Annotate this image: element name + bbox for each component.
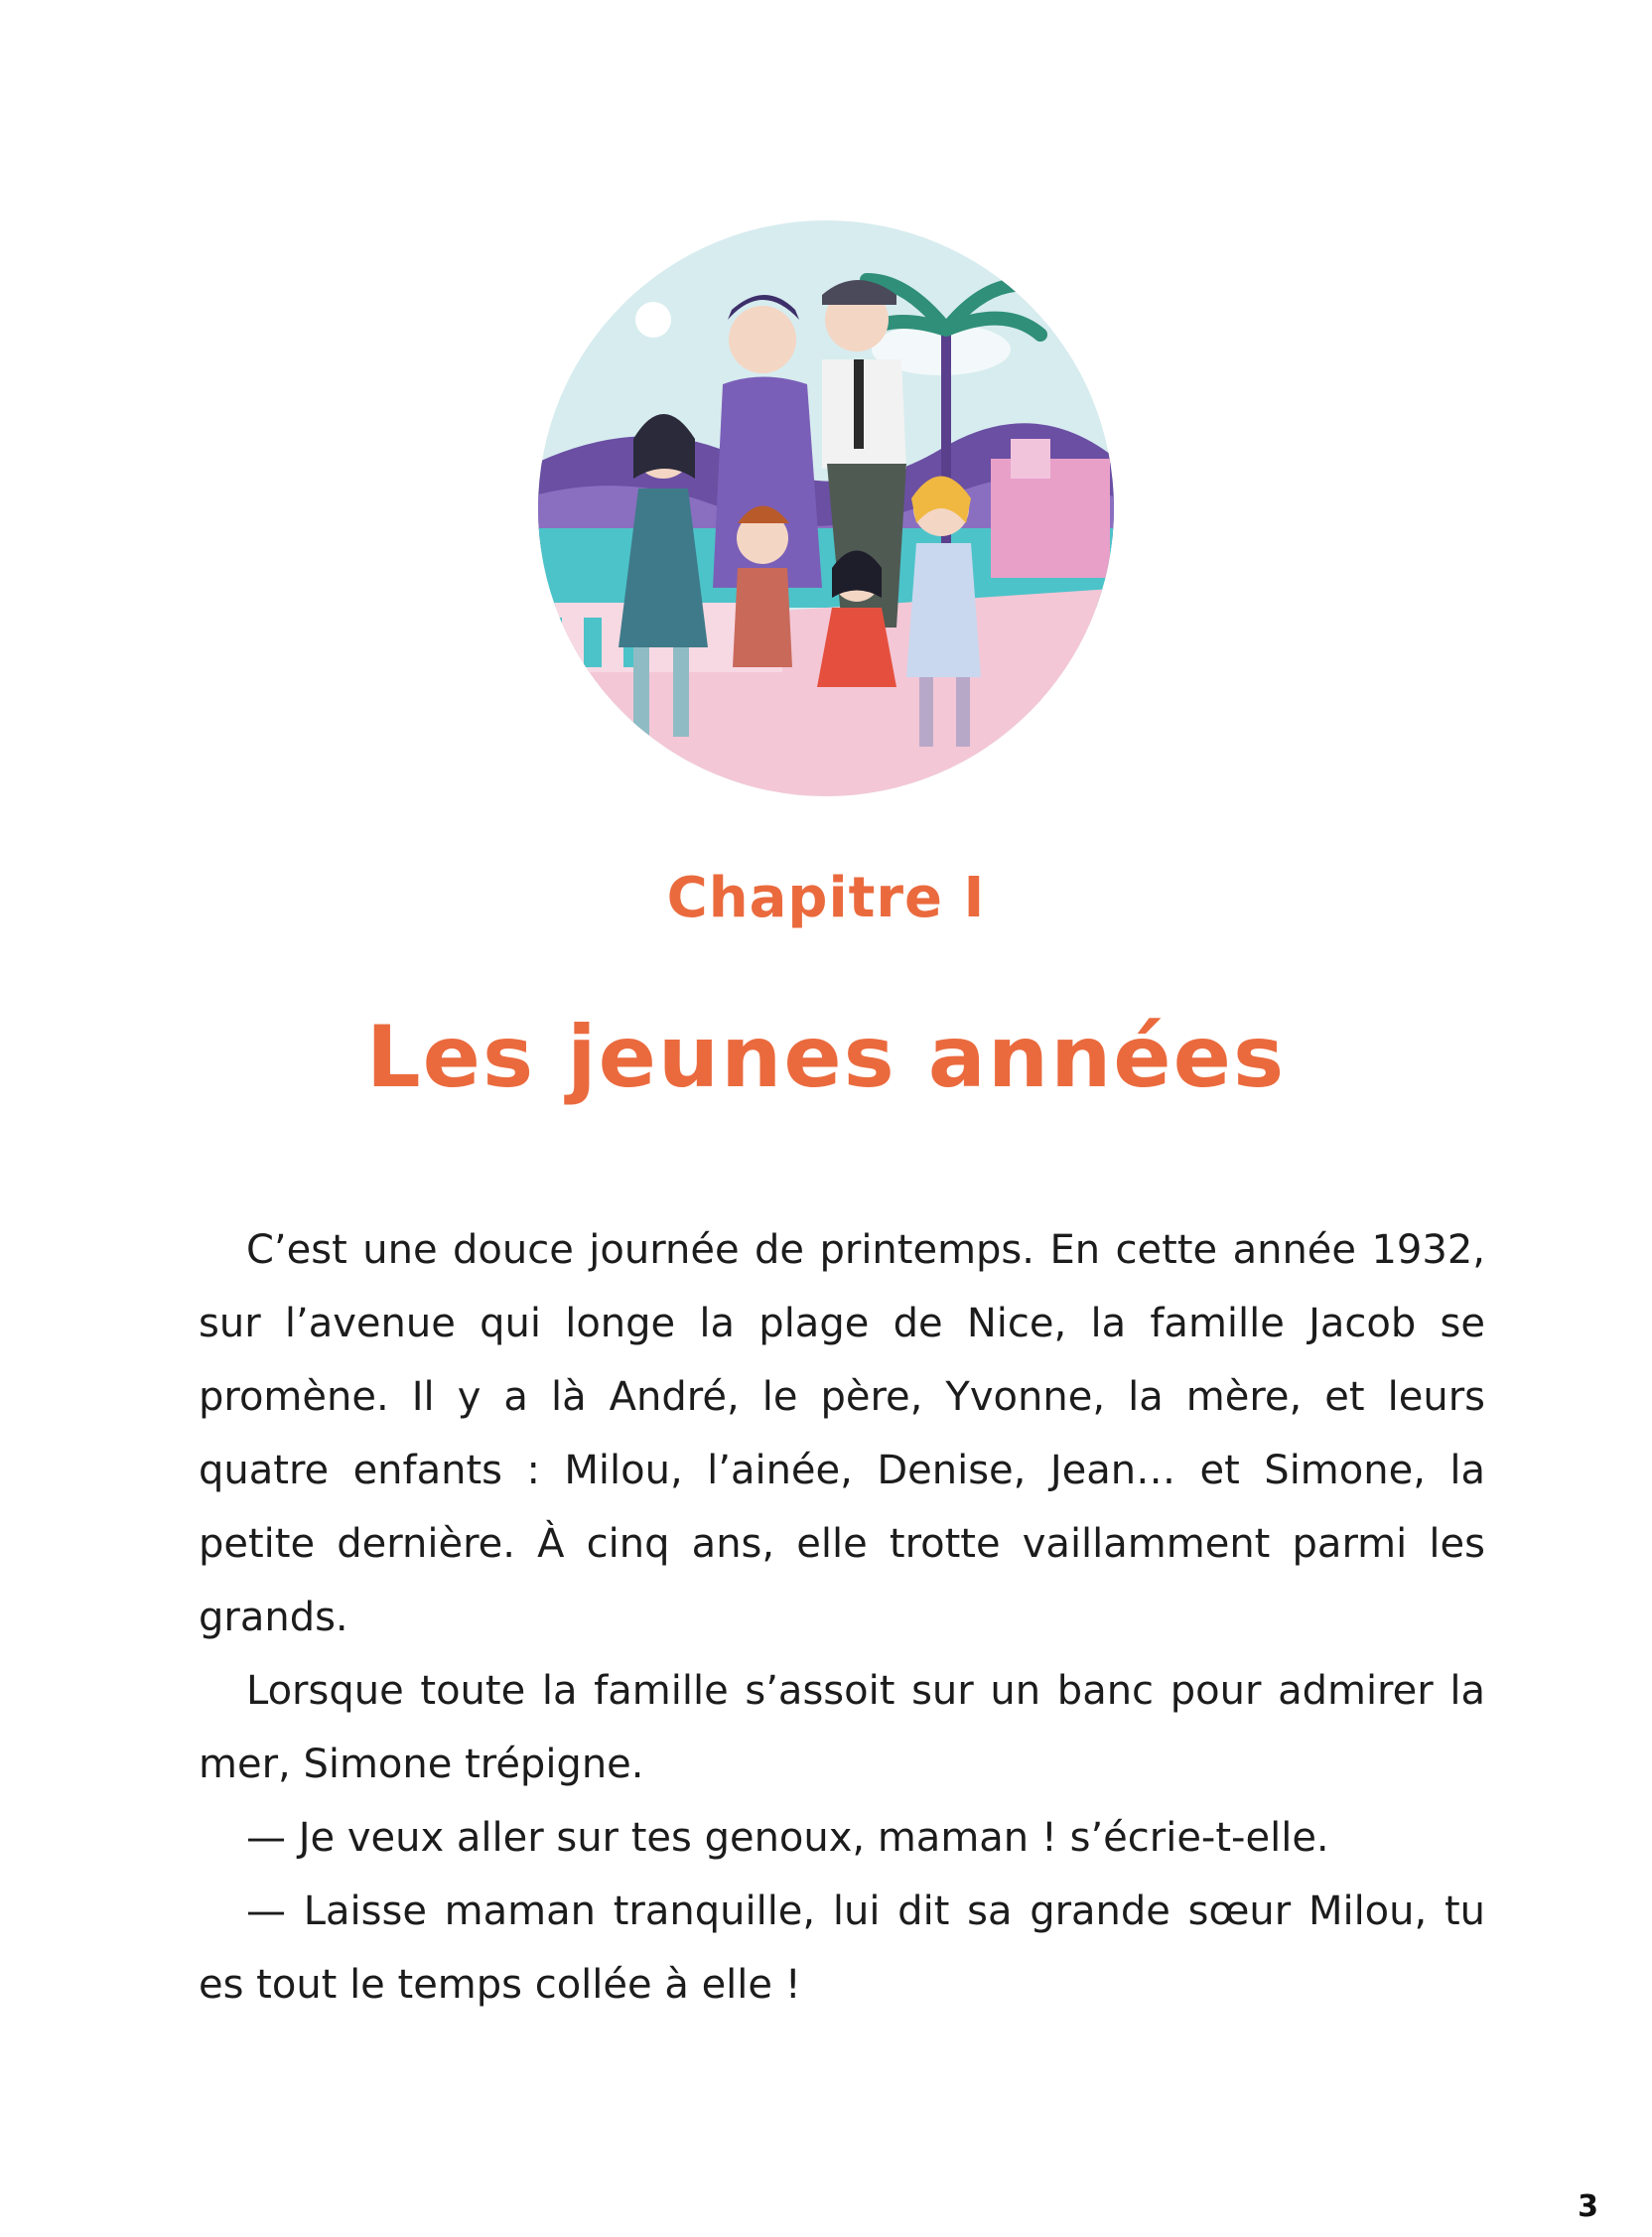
- dialogue-line: — Je veux aller sur tes genoux, maman ! s’écrie-t-elle.: [246, 1815, 1329, 1861]
- page-number: 3: [1578, 2189, 1598, 2224]
- paragraph: Lorsque toute la famille s’assoit sur un banc pour admirer la mer, Simone trépigne.: [199, 1668, 1485, 1787]
- chapter-title: Les jeunes années: [365, 1008, 1287, 1107]
- paragraph: C’est une douce journée de printemps. En cette année 1932, sur l’avenue qui longe la plage de Nice, la famille Jacob se promène. Il y a là André, le père, Yvonne, la mère, et leurs quatre enfants : Milou, l’ainée, Denise, Jean… et Simone, la petite dernière. À cinq ans, elle trotte vaillamment parmi les grands.: [199, 1227, 1485, 1640]
- chapter-body: [199, 1213, 1485, 2022]
- dialogue-line: — Laisse maman tranquille, lui dit sa grande sœur Milou, tu es tout le temps collée à elle !: [199, 1888, 1485, 2008]
- chapter-illustration: [524, 210, 1128, 814]
- chapter-number: Chapitre I: [666, 866, 986, 930]
